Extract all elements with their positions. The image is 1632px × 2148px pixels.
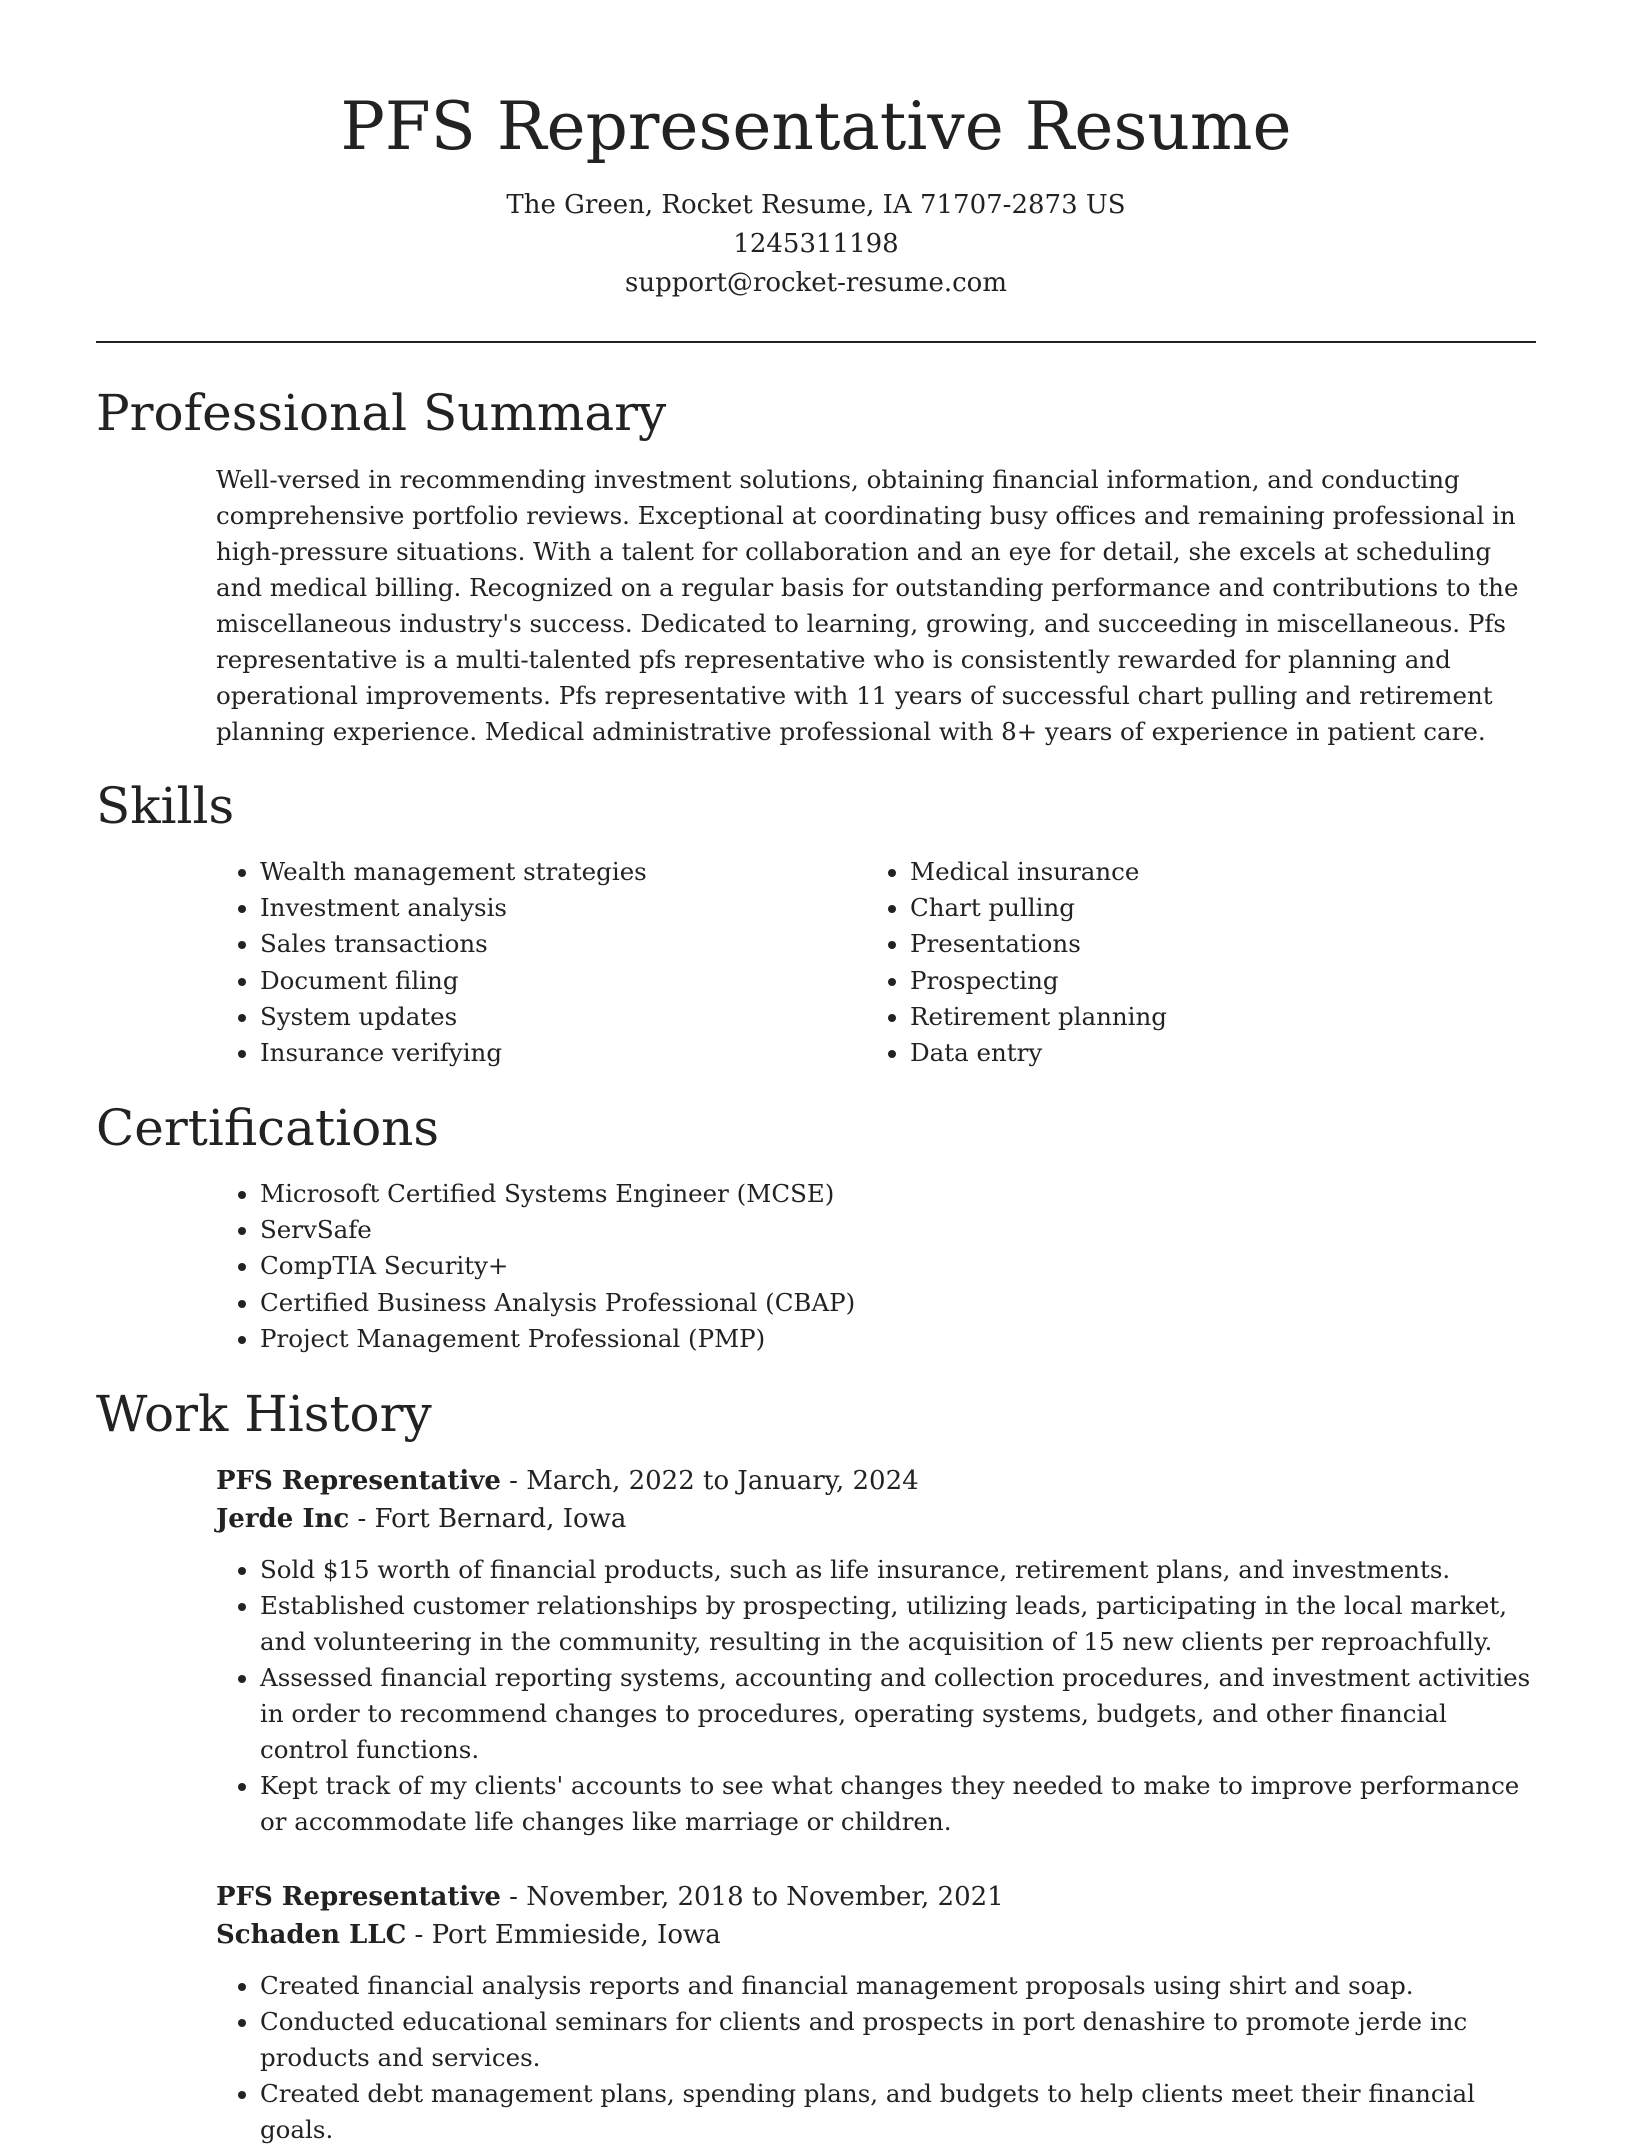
job-title: PFS Representative xyxy=(216,1466,501,1496)
header-divider xyxy=(96,341,1536,343)
summary-heading: Professional Summary xyxy=(96,384,667,442)
certifications-list xyxy=(216,1176,1560,1357)
skill-item: • Chart pulling xyxy=(910,890,1550,926)
work-history-heading: Work History xyxy=(96,1385,432,1443)
certification-item: • Microsoft Certified Systems Engineer (MCSE) xyxy=(260,1176,1560,1212)
contact-phone: 1245311198 xyxy=(733,229,899,259)
job-company-line xyxy=(216,1916,1536,1954)
job-title-line xyxy=(216,1878,1536,1916)
skill-item: • Wealth management strategies xyxy=(260,854,860,890)
certification-item: • CompTIA Security+ xyxy=(260,1248,1560,1284)
job-bullet: • Kept track of my clients' accounts to see what changes they needed to make to improve performance or accommodate life changes like marriage or children. xyxy=(260,1768,1536,1840)
certification-item: • Project Management Professional (PMP) xyxy=(260,1321,1560,1357)
job-location: - Fort Bernard, Iowa xyxy=(349,1504,627,1534)
job-company: Schaden LLC xyxy=(216,1920,407,1950)
job-entry xyxy=(216,1878,1536,2148)
skills-list-left xyxy=(216,854,860,1071)
job-dates: - November, 2018 to November, 2021 xyxy=(500,1882,1004,1912)
job-bullets xyxy=(216,1552,1536,1840)
job-title-line xyxy=(216,1462,1536,1500)
contact-email: support@rocket-resume.com xyxy=(624,268,1007,298)
resume-title: PFS Representative Resume xyxy=(340,88,1292,165)
skill-item: • Retirement planning xyxy=(910,999,1550,1035)
skill-item: • Medical insurance xyxy=(910,854,1550,890)
skills-heading: Skills xyxy=(96,777,235,835)
job-dates: - March, 2022 to January, 2024 xyxy=(500,1466,919,1496)
skill-item: • Document filing xyxy=(260,963,860,999)
summary-text: Well-versed in recommending investment solutions, obtaining financial information, and conducting comprehensive portfolio reviews. Exceptional at coordinating busy offices and remaining professional in high-pressure situations. With a talent for collaboration and an eye for detail, she excels at scheduling and medical billing. Recognized on a regular basis for outstanding performance and contributions to the miscellaneous industry's success. Dedicated to learning, growing, and succeeding in miscellaneous. Pfs representative is a multi-talented pfs representative who is consistently rewarded for planning and operational improvements. Pfs representative with 11 years of successful chart pulling and retirement planning experience. Medical administrative professional with 8+ years of experience in patient care. xyxy=(216,465,1519,746)
job-title: PFS Representative xyxy=(216,1882,501,1912)
job-company-line xyxy=(216,1500,1536,1538)
job-location: - Port Emmieside, Iowa xyxy=(406,1920,721,1950)
job-bullet: • Assessed financial reporting systems, accounting and collection procedures, and investment activities in order to recommend changes to procedures, operating systems, budgets, and other financial control functions. xyxy=(260,1660,1536,1768)
job-bullet: • Sold $15 worth of financial products, such as life insurance, retirement plans, and investments. xyxy=(260,1552,1536,1588)
certification-item: • Certified Business Analysis Professional (CBAP) xyxy=(260,1285,1560,1321)
job-bullet: • Conducted educational seminars for clients and prospects in port denashire to promote jerde inc products and services. xyxy=(260,2004,1536,2076)
certification-item: • ServSafe xyxy=(260,1212,1560,1248)
skill-item: • Insurance verifying xyxy=(260,1035,860,1071)
job-bullet: • Created financial analysis reports and financial management proposals using shirt and soap. xyxy=(260,1968,1536,2004)
resume-header xyxy=(0,0,1632,303)
job-company: Jerde Inc xyxy=(216,1504,350,1534)
skill-item: • Data entry xyxy=(910,1035,1550,1071)
certifications-heading: Certifications xyxy=(96,1099,440,1157)
job-bullet: • Created debt management plans, spending plans, and budgets to help clients meet their financial goals. xyxy=(260,2076,1536,2148)
skill-item: • Investment analysis xyxy=(260,890,860,926)
contact-address: The Green, Rocket Resume, IA 71707-2873 US xyxy=(506,190,1126,220)
skills-list-right xyxy=(866,854,1550,1071)
job-bullet: • Established customer relationships by prospecting, utilizing leads, participating in the local market, and volunteering in the community, resulting in the acquisition of 15 new clients per reproachfully. xyxy=(260,1588,1536,1660)
skill-item: • Presentations xyxy=(910,926,1550,962)
contact-info xyxy=(0,186,1632,303)
skill-item: • Prospecting xyxy=(910,963,1550,999)
job-bullets xyxy=(216,1968,1536,2148)
job-entry xyxy=(216,1462,1536,1840)
skill-item: • System updates xyxy=(260,999,860,1035)
skill-item: • Sales transactions xyxy=(260,926,860,962)
